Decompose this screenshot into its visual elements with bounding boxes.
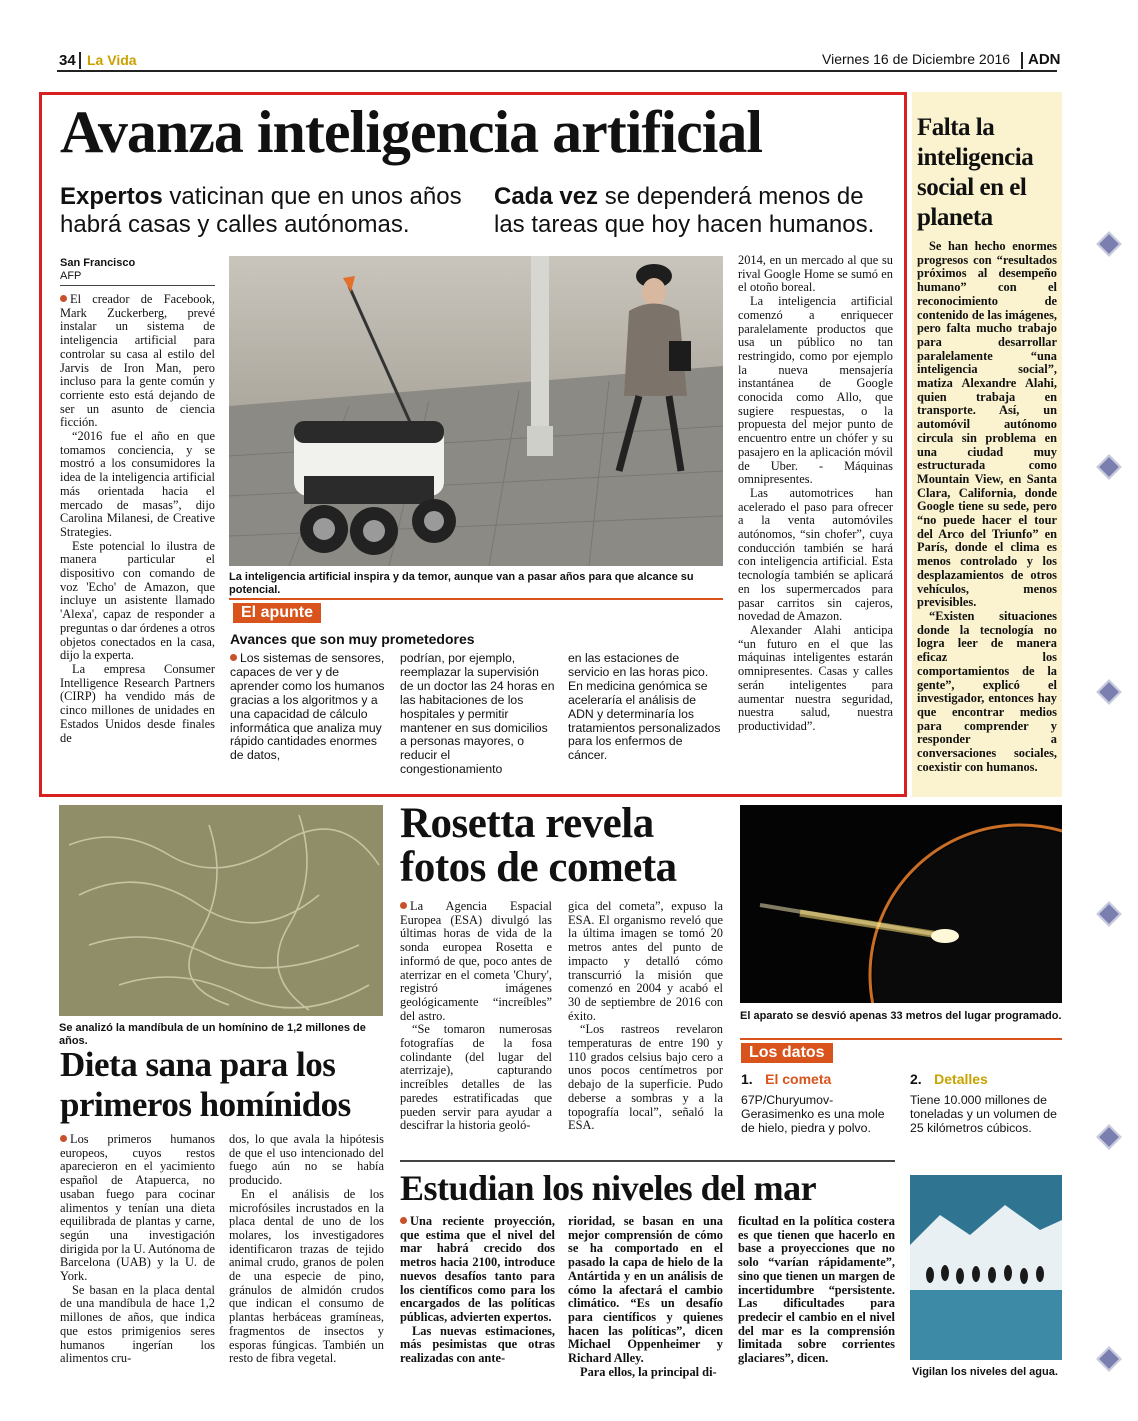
- main-col-4: [738, 254, 893, 734]
- rosetta-col2-p2: “Los rastreos revelaron temperaturas de entre 190 y 110 grados celsius bajo cero a unos pocos centímetros por debajo de la superficie. Pudo deberse a sombras y a la topografía local”, señaló la ESA.: [568, 1022, 723, 1133]
- bullet-dot: [400, 1217, 407, 1224]
- issue-date: Viernes 16 de Diciembre 2016: [822, 51, 1011, 67]
- main-col1-p4: La empresa Consumer Intelligence Research Partners (CIRP) ha vendido más de cinco millones de unidades en Estados Unidos desde finales de: [60, 661, 215, 745]
- niveles-col2-p2: Para ellos, la principal di-: [580, 1364, 717, 1379]
- dieta-col2-p2: En el análisis de los microfósiles incrustados en la placa dental de uno de los molares, los investigadores identificaron trazas de tejido animal crudo, granos de polen de una especie de pino, gránulos de almidón crudos que indican el consumo de plantas herbáceas gramíneas, fragmentos de insectos y esporas fúngicas. También un resto de fibra vegetal.: [229, 1186, 384, 1366]
- byline-rule: [60, 285, 215, 286]
- header-divider-2: [1021, 52, 1023, 69]
- deck-left: [60, 183, 480, 239]
- main-col1-p1: El creador de Facebook, Mark Zuckerberg, prevé instalar un sistema de inteligencia artificial para controlar su casa al estilo del Jarvis de Iron Man, pero incluso para la gente común y corriente esto está dejando de ser un asunto de ciencia ficción.: [60, 292, 215, 430]
- registration-mark-icon: [1096, 1124, 1121, 1149]
- dato-2-title: Detalles: [934, 1071, 988, 1087]
- datos-tag: Los datos: [741, 1043, 833, 1063]
- rosetta-headline: Rosetta revela fotos de cometa: [400, 800, 677, 891]
- niveles-rule: [400, 1160, 895, 1162]
- section-name: La Vida: [87, 52, 137, 68]
- bullet-dot: [230, 654, 237, 661]
- rosetta-col2-p1: gica del cometa”, expuso la ESA. El organismo reveló que la última imagen se tomó 20 metros antes del punto de impacto y detalló cómo transcurrió la misión que comenzó en 2004 y acabó el 30 de septiembre de 2016 con éxito.: [568, 899, 723, 1023]
- header-divider: [79, 52, 81, 69]
- page-header: [57, 50, 1061, 72]
- rosetta-col-1: [400, 900, 552, 1133]
- apunte-tag: El apunte: [233, 603, 321, 623]
- dato-2-number: 2.: [910, 1071, 922, 1087]
- main-col-1: [60, 293, 215, 745]
- deck-right: [494, 183, 894, 239]
- agency: AFP: [60, 270, 82, 282]
- sidebar-text: [917, 240, 1057, 774]
- dieta-col2-p1: dos, lo que avala la hipótesis de que el uso intencionado del fuego aún no se había producido.: [229, 1132, 384, 1188]
- deck-right-text: se dependerá menos de las tareas que hoy hacen humanos.: [494, 183, 875, 238]
- dieta-col-2: [229, 1133, 384, 1366]
- comet-photo: [740, 805, 1062, 1003]
- niveles-headline: Estudian los niveles del mar: [400, 1168, 817, 1208]
- penguin-photo: [910, 1175, 1062, 1360]
- deck-right-lead: Cada vez: [494, 183, 599, 210]
- dato-1-title: El cometa: [765, 1071, 832, 1087]
- sidebar-title: Falta la inteligencia social en el planeta: [917, 114, 1034, 231]
- registration-mark-icon: [1096, 454, 1121, 479]
- niveles-col1-p1: Una reciente proyección, que estima que el nivel del mar habrá crecido dos metros hacia 2100, introduce nuevos desafíos tanto para los científicos como para los encargados de las políticas públicas, advierten expertos.: [400, 1214, 555, 1324]
- robot-photo-caption: La inteligencia artificial inspira y da temor, aunque van a pasar años para que alcance su potencial.: [229, 571, 694, 596]
- datos-rule: [740, 1038, 1062, 1040]
- dato-1-text: 67P/Churyumov-Gerasimenko es una mole de hielo, piedra y polvo.: [741, 1093, 885, 1135]
- dieta-headline: Dieta sana para los primeros homínidos: [60, 1045, 351, 1124]
- apunte-rule: [229, 598, 723, 600]
- rosetta-col-2: [568, 900, 723, 1133]
- main-col4-p3: Las automotrices han acelerado el paso para ofrecer a la venta automóviles autónomos, “sin chofer”, cuya conducción también se hará con inteligencia artificial. Esta tecnología también se aplicará en los supermercados para pasar carritos sin cajeros, novedad de Amazon.: [738, 485, 893, 624]
- niveles-col1-p2: Las nuevas estimaciones, más pesimistas que otras realizadas con ante-: [400, 1323, 555, 1366]
- main-col1-p3: Este potencial lo ilustra de manera particular el dispositivo con comando de voz 'Echo' de Amazon, que incluye un asistente llamado 'Alexa', capaz de responder a preguntas o dar órdenes a otros objetos conectados en la casa, dijo la experta.: [60, 538, 215, 663]
- dieta-col-1: [60, 1133, 215, 1366]
- main-col4-p2: La inteligencia artificial comenzó a enriquecer paralelamente productos que usa un público no tan restringido, como por ejemplo la nueva mensajería instantánea de Google conocida como Allo, que sugiere respuestas, o la propuesta del mejor punto de encuentro entre un chófer y su pasajero en la aplicación móvil de Uber. - Máquinas omnipresentes.: [738, 294, 893, 487]
- registration-mark-icon: [1096, 679, 1121, 704]
- byline: [60, 257, 135, 283]
- dato-1-number: 1.: [741, 1071, 753, 1087]
- penguin-photo-caption: Vigilan los niveles del agua.: [912, 1366, 1058, 1378]
- niveles-col-1: [400, 1215, 555, 1366]
- registration-mark-icon: [1096, 231, 1121, 256]
- bullet-dot: [60, 1135, 67, 1142]
- sidebar-p2: “Existen situaciones donde la tecnología no logra leer de manera eficaz los comportamientos de la gente”, explicó el investigador, entonces hay que encontrar medios para comprender y responder a conversaciones sociales, coexistir con humanos.: [917, 608, 1057, 774]
- deck-left-text: vaticinan que en unos años habrá casas y calles autónomas.: [60, 183, 462, 238]
- apunte-col-1: Los sistemas de sensores, capaces de ver y de aprender como los humanos gracias a los algoritmos y a una capacidad de cálculo informática que analiza muy rápido cantidades enormes de datos,: [230, 651, 385, 763]
- fossil-photo: [59, 805, 383, 1016]
- robot-photo: [229, 256, 723, 566]
- rosetta-col1-p2: “Se tomaron numerosas fotografías de la fosa colindante (del lugar del aterrizaje), capturando increíbles detalles de las paredes estratificadas que pueden servir para ayudar a descifrar la historia geoló-: [400, 1022, 552, 1133]
- niveles-col-2: [568, 1215, 723, 1379]
- dateline: San Francisco: [60, 257, 136, 269]
- rosetta-col1-p1: La Agencia Espacial Europea (ESA) divulgó las últimas horas de vida de la sonda europea Rosetta e informó de que, poco antes de aterrizar en el cometa 'Chury', registró imágenes geológicamente “increíbles” del astro.: [400, 899, 552, 1023]
- sidebar-p1: Se han hecho enormes progresos con “resultados próximos al desempeño humano” con el reconocimiento de contenido de las imágenes, pero falta mucho trabajo para desarrollar paralelamente “una inteligencia social”, matiza Alexandre Alahi, quien trabaja en transporte. Así, un automóvil autónomo circula sin problema en una ciudad muy estructurada como Mountain View, en Santa Clara, California, donde Google tiene su sede, pero “no puede hacer el tour del Arco del Triunfo” en París, donde el clima es menos controlado y los desplazamientos de otros vehículos, menos previsibles.: [917, 239, 1057, 610]
- registration-mark-icon: [1096, 901, 1121, 926]
- comet-photo-caption: El aparato se desvió apenas 33 metros del lugar programado.: [740, 1010, 1062, 1022]
- dieta-col1-p2: Se basan en la placa dental de una mandíbula de hace 1,2 millones de años, que indica que estos primigenios seres humanos ingerían los alimentos cru-: [60, 1282, 215, 1366]
- bullet-dot: [60, 295, 67, 302]
- main-col1-p2: “2016 fue el año en que tomamos conciencia, y se mostró a los consumidores la idea de la inteligencia artificial más orientada hacia el mercado de masas”, dijo Carolina Milanesi, de Creative Strategies.: [60, 429, 215, 539]
- apunte-col-3: en las estaciones de servicio en las horas pico. En medicina genómica se aceleraría el análisis de ADN y determinaría los tratamientos personalizados para los enfermos de cáncer.: [568, 651, 721, 763]
- page-number: 34: [59, 52, 76, 69]
- main-col4-p1: 2014, en un mercado al que su rival Google Home se sumó en el otoño boreal.: [738, 253, 893, 295]
- niveles-col-3: [738, 1215, 895, 1366]
- niveles-col2-p1: rioridad, se basan en una mejor comprensión de cómo se ha comportado en el pasado la capa de hielo de la Antártida y en un análisis de cómo la afectará el cambio climático. “Es un desafío para científicos y quienes hacen las políticas”, dicen Michael Oppenheimer y Richard Alley.: [568, 1214, 723, 1366]
- fossil-photo-caption: Se analizó la mandíbula de un homínino de 1,2 millones de años.: [59, 1022, 366, 1047]
- brand-logo: ADN: [1028, 51, 1061, 68]
- deck-left-lead: Expertos: [60, 183, 163, 210]
- dato-2-text: Tiene 10.000 millones de toneladas y un volumen de 25 kilómetros cúbicos.: [910, 1093, 1057, 1135]
- apunte-col-2: podrían, por ejemplo, reemplazar la supervisión de un doctor las 24 horas en las habitaciones de los hospitales y permitir mantener en sus domicilios a personas mayores, o reducir el congestionamiento: [400, 651, 555, 777]
- main-col4-p4: Alexander Alahi anticipa “un futuro en el que las máquinas inteligentes estarán omnipresentes. Casas y calles serán inteligentes para aumentar nuestra seguridad, nuestra salud, nuestra productividad”.: [738, 622, 893, 733]
- niveles-col3-p1: ficultad en la política costera es que tienen que hacerlo en base a proyecciones que no solo “varían rápidamente”, sino que tienen un margen de incertidumbre “persistente. Las dificultades para predecir el cambio en el nivel del mar es la comprensión limitada sobre corrientes glaciares”, dicen.: [738, 1214, 895, 1366]
- registration-mark-icon: [1096, 1346, 1121, 1371]
- dato-2: [910, 1071, 1062, 1135]
- main-headline: Avanza inteligencia artificial: [60, 99, 763, 165]
- apunte-title: Avances que son muy prometedores: [230, 631, 475, 647]
- bullet-dot: [400, 902, 407, 909]
- dato-1: [741, 1071, 891, 1135]
- dieta-col1-p1: Los primeros humanos europeos, cuyos restos aparecieron en el yacimiento español de Atapuerca, no usaban fuego para cocinar alimentos y tenían una dieta equilibrada de plantas y carne, según una investigación dirigida por la U. Autónoma de Barcelona (UAB) y la U. de York.: [60, 1132, 215, 1284]
